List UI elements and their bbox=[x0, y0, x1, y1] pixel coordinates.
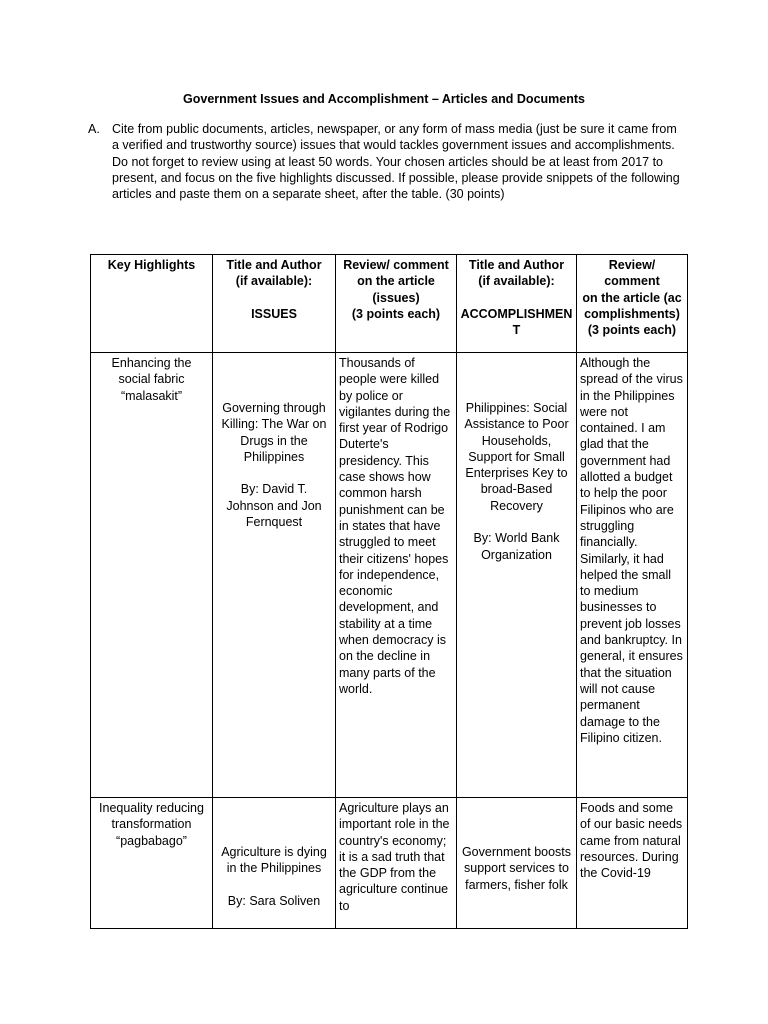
header-issue-review: Review/ comment on the article (issues) (3 points each) bbox=[336, 255, 457, 353]
row-key-highlight: Enhancing the social fabric “malasakit” bbox=[91, 353, 213, 798]
row-issue-title: Governing through Killing: The War on Drugs in the Philippines By: David T. Johnson and Jon Fernquest bbox=[213, 353, 336, 798]
row-issue-review: Agriculture plays an important role in the country's economy; it is a sad truth that the GDP from the agriculture continue to bbox=[336, 798, 457, 929]
row-accomplishment-title: Government boosts support services to farmers, fisher folk bbox=[457, 798, 577, 929]
header-accomplishment-review: Review/ comment on the article (accomplishments) (3 points each) bbox=[577, 255, 688, 353]
instruction-paragraph bbox=[88, 121, 684, 202]
table-header-row bbox=[91, 255, 688, 353]
row-key-highlight: Inequality reducing transformation “pagbabago” bbox=[91, 798, 213, 929]
document-title: Government Issues and Accomplishment – Articles and Documents bbox=[183, 92, 585, 106]
header-key-highlights: Key Highlights bbox=[91, 255, 213, 353]
instruction-text: Cite from public documents, articles, newspaper, or any form of mass media (just be sure it came from a verified and trustworthy source) issues that would tackles government issues and accomplishments. Do not forget to review using at least 50 words. Your chosen articles should be at least from 2017 to present, and focus on the five highlights discussed. If possible, please provide snippets of the following articles and paste them on a separate sheet, after the table. (30 points) bbox=[112, 122, 680, 202]
instruction-letter: A. bbox=[88, 122, 100, 136]
row-issue-review: Thousands of people were killed by police or vigilantes during the first year of Rodrigo Duterte's presidency. This case shows how common harsh punishment can be in states that have struggled to meet their citizens' hopes for independence, economic development, and stability at a time when democracy is on the decline in many parts of the world. bbox=[336, 353, 457, 798]
row-accomplishment-review: Although the spread of the virus in the Philippines were not contained. I am glad that the government had allotted a budget to help the poor Filipinos who are struggling financially. Similarly, it had helped the small to medium businesses to prevent job losses and bankruptcy. In general, it ensures that the situation will not cause permanent damage to the Filipino citizen. bbox=[577, 353, 688, 798]
header-issue-title-author: Title and Author (if available): ISSUES bbox=[213, 255, 336, 353]
row-issue-title: Agriculture is dying in the Philippines By: Sara Soliven bbox=[213, 798, 336, 929]
row-accomplishment-review: Foods and some of our basic needs came from natural resources. During the Covid-19 bbox=[577, 798, 688, 929]
row-accomplishment-title: Philippines: Social Assistance to Poor Households, Support for Small Enterprises Key to broad-Based Recovery By: World Bank Organization bbox=[457, 353, 577, 798]
highlights-table bbox=[90, 254, 688, 929]
table-row bbox=[91, 353, 688, 798]
table-row bbox=[91, 798, 688, 929]
header-accomplishment-title-author: Title and Author (if available): ACCOMPLISHMENT bbox=[457, 255, 577, 353]
